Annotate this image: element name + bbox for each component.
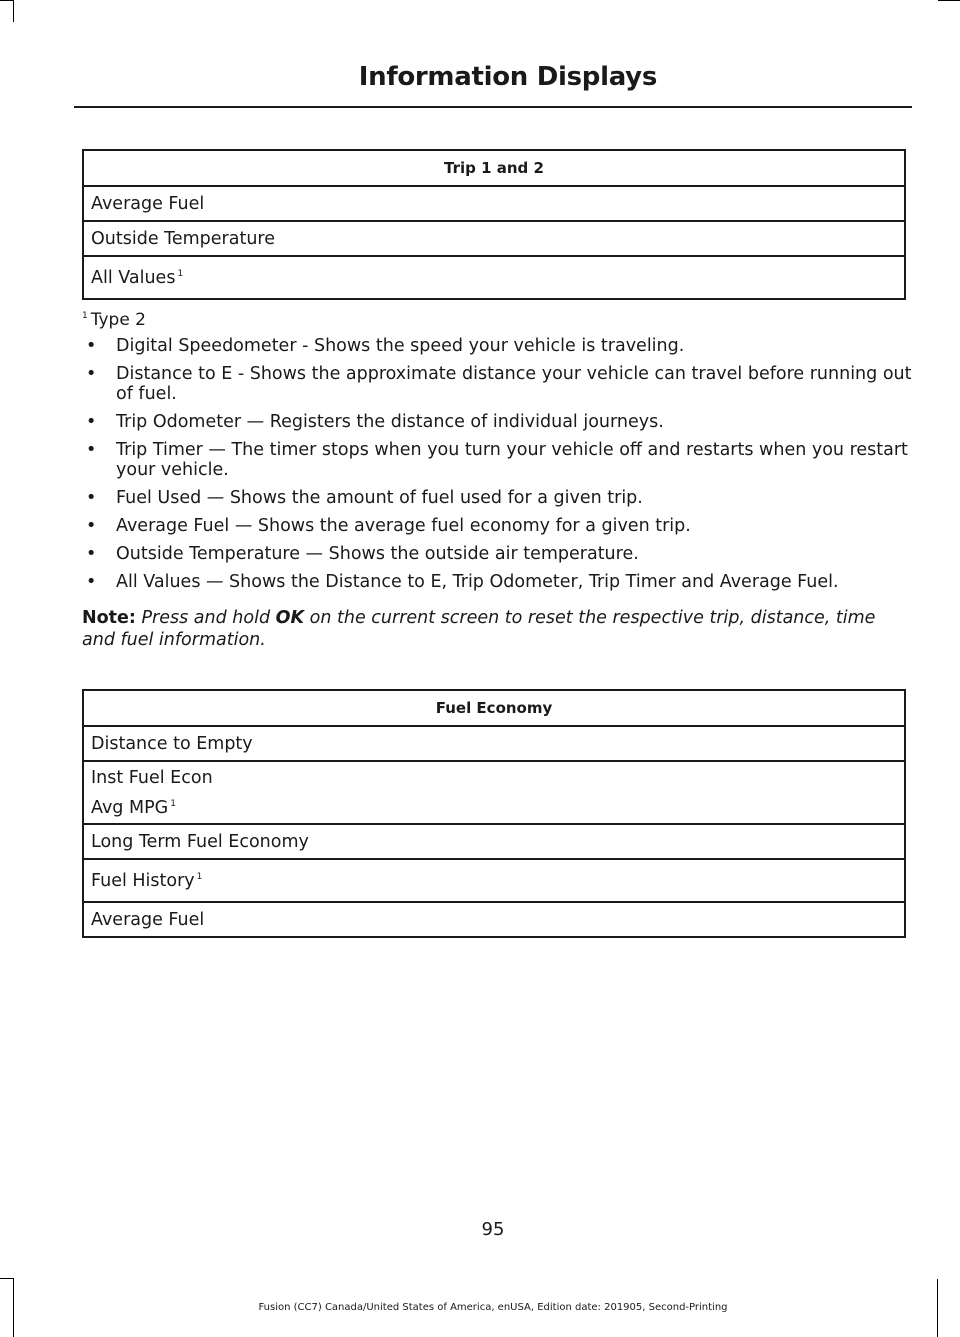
trip-table	[82, 149, 906, 300]
list-item	[82, 412, 912, 432]
bullet-icon: •	[86, 516, 97, 536]
table-row: Long Term Fuel Economy	[83, 824, 905, 859]
table-row	[83, 761, 905, 824]
footnote-ref: 1	[177, 268, 184, 279]
list-item-text: Distance to E - Shows the approximate distance your vehicle can travel before running out of fuel.	[116, 364, 912, 404]
list-item-text: Fuel Used — Shows the amount of fuel used for a given trip.	[116, 488, 643, 508]
list-item	[82, 544, 912, 564]
list-item-text: Outside Temperature — Shows the outside air temperature.	[116, 544, 639, 564]
footnote-ref: 1	[196, 871, 203, 882]
list-item	[82, 364, 912, 404]
crop-mark	[938, 0, 960, 1]
list-item	[82, 488, 912, 508]
crop-mark	[13, 0, 14, 22]
page-number: 95	[481, 1219, 505, 1240]
list-item	[82, 516, 912, 536]
header-rule	[74, 106, 912, 108]
table-cell-text: Fuel History	[91, 870, 195, 891]
bullet-icon: •	[86, 364, 97, 384]
table-cell-text: Avg MPG	[91, 797, 169, 818]
table-heading: Fuel Economy	[83, 690, 905, 726]
list-item	[82, 336, 912, 356]
ok-key: OK	[275, 608, 305, 628]
edition-info: Fusion (CC7) Canada/United States of America, enUSA, Edition date: 201905, Second-Printing	[258, 1302, 728, 1313]
note-text: on the current screen to reset the respective trip, distance, time and fuel information.	[82, 608, 876, 650]
list-item-text: Trip Timer — The timer stops when you turn your vehicle off and restarts when you restart your vehicle.	[116, 440, 908, 480]
table-row: Outside Temperature	[83, 221, 905, 256]
bullet-icon: •	[86, 336, 97, 356]
note	[82, 607, 902, 651]
table-row: Average Fuel	[83, 902, 905, 937]
footnote	[82, 310, 146, 330]
bullet-icon: •	[86, 544, 97, 564]
bullet-list	[82, 336, 912, 600]
list-item	[82, 440, 912, 480]
table-row	[83, 859, 905, 902]
list-item	[82, 572, 912, 592]
table-cell-line2	[91, 798, 897, 818]
table-row: Average Fuel	[83, 186, 905, 221]
table-cell-text: All Values	[91, 267, 176, 288]
bullet-icon: •	[86, 412, 97, 432]
crop-mark	[0, 0, 14, 1]
table-row: Distance to Empty	[83, 726, 905, 761]
table-row	[83, 256, 905, 299]
page-title: Information Displays	[358, 62, 657, 92]
footnote-mark: 1	[82, 311, 88, 322]
note-text: Press and hold	[141, 608, 271, 628]
bullet-icon: •	[86, 488, 97, 508]
list-item-text: Average Fuel — Shows the average fuel economy for a given trip.	[116, 516, 691, 536]
footnote-text: Type 2	[90, 310, 147, 330]
fuel-economy-table	[82, 689, 906, 938]
crop-mark	[0, 1278, 14, 1279]
bullet-icon: •	[86, 572, 97, 592]
table-heading: Trip 1 and 2	[83, 150, 905, 186]
list-item-text: All Values — Shows the Distance to E, Trip Odometer, Trip Timer and Average Fuel.	[116, 572, 839, 592]
list-item-text: Digital Speedometer - Shows the speed your vehicle is traveling.	[116, 336, 685, 356]
bullet-icon: •	[86, 440, 97, 460]
footnote-ref: 1	[170, 798, 176, 809]
note-label: Note:	[82, 608, 136, 628]
list-item-text: Trip Odometer — Registers the distance of individual journeys.	[116, 412, 664, 432]
table-cell-text: Inst Fuel Econ	[91, 767, 213, 788]
